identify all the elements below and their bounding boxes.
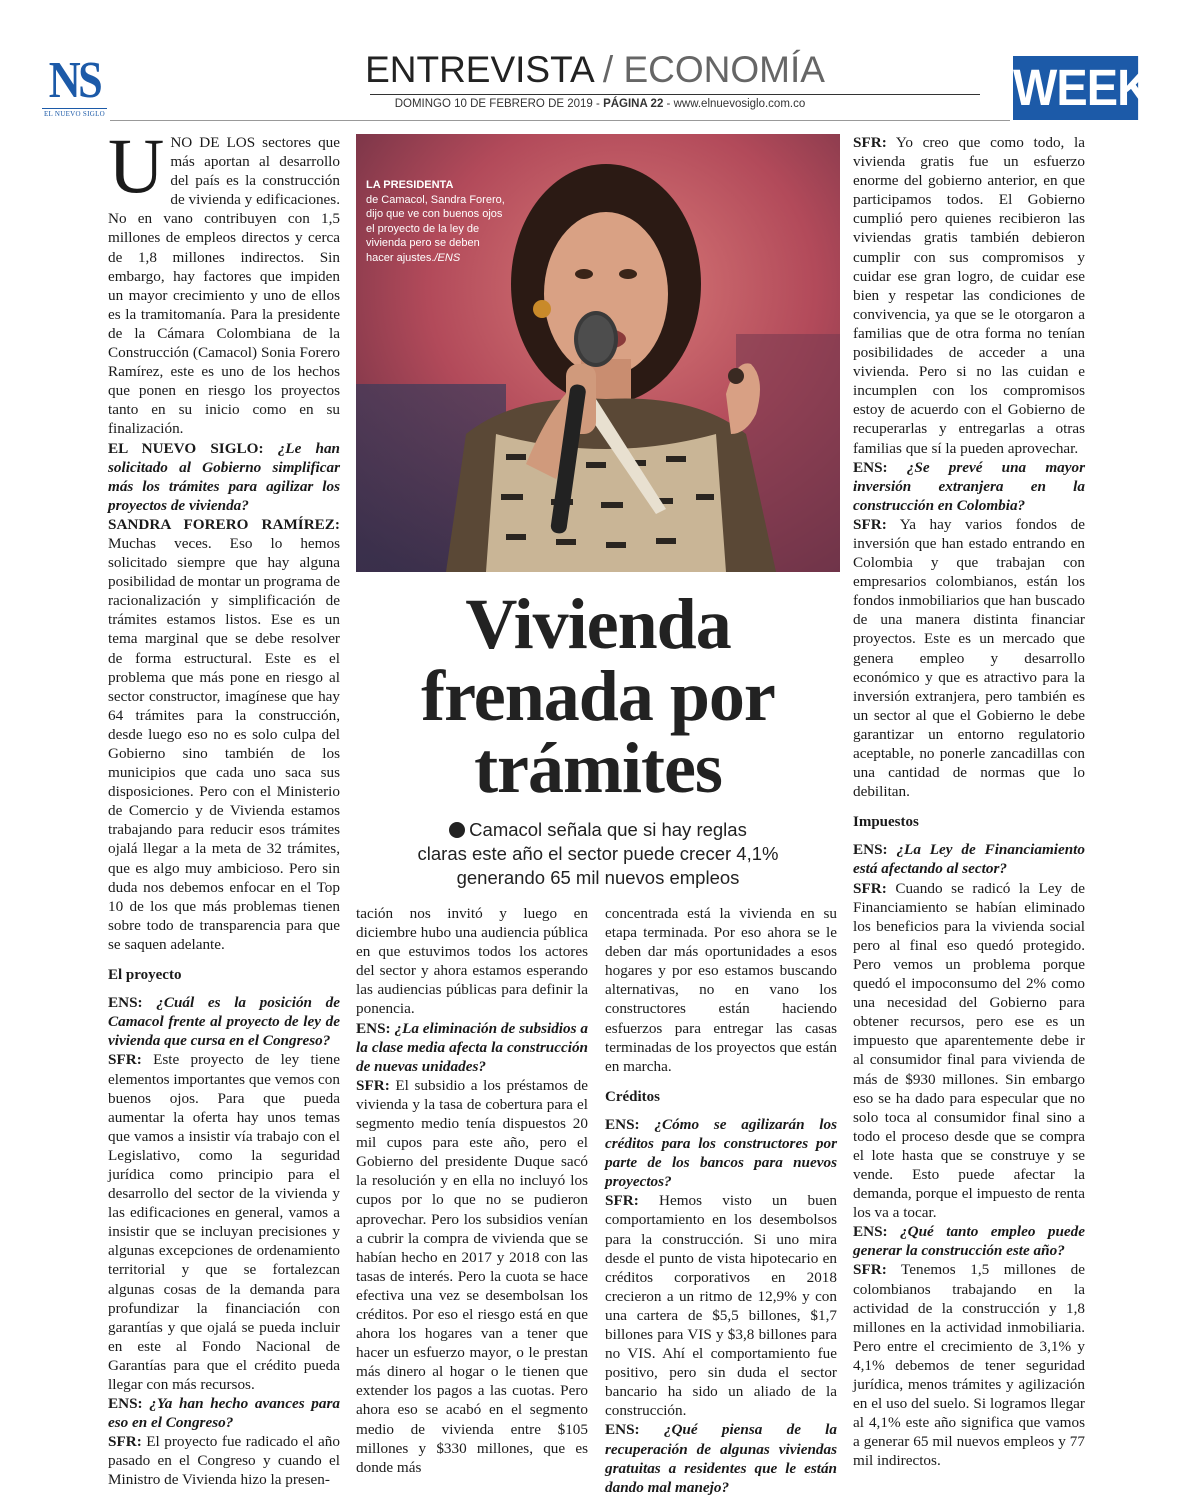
question — [853, 840, 1085, 878]
answer-text: Tenemos 1,5 millones de colombianos trabajando en la actividad de la construcción y 1,8 millones en la actividad inmobiliaria. Pero entre el crecimiento de 3,1% y 4,1% debemos de tener seguridad jurídica, menos trámites y agilización en el uso del suelo. Si logramos llegar al 4,1% este año significa que vamos a generar 65 mil nuevos empleos y 77 mil indirectos. — [853, 1261, 1085, 1470]
answer — [356, 1076, 588, 1477]
answer-text: Ya hay varios fondos de inversión que han estado entrando en Colombia y que trabajan con empresarios colombianos, están los fondos inmobiliarios que han buscado de una manera distinta financiar proyectos. Este es un mercado que genera empleo y desarrollo económico y que es atractivo para la inversión extranjera, pero también es un sector al que el Gobierno le debe garantizar un entorno regulatorio aceptable, no ponerle zancadillas con una cantidad de normas que lo debilitan. — [853, 515, 1085, 801]
logo-subtitle: EL NUEVO SIGLO — [43, 110, 106, 118]
dateline — [370, 96, 830, 112]
paragraph: tación nos invitó y luego en diciembre hubo una audiencia pública en que estuvimos todos los actores del sector y ahora estamos esperando las audiencias públicas para definir la ponencia. — [356, 905, 588, 1018]
column-2 — [356, 904, 588, 1477]
caption-body: de Camacol, Sandra Forero, dijo que ve con buenos ojos el proyecto de la ley de vivienda pero se deben hacer ajustes. — [366, 193, 505, 264]
newspaper-logo[interactable] — [42, 52, 107, 118]
section-name-secondary: ECONOMÍA — [623, 49, 825, 90]
speaker: ENS: — [108, 1395, 143, 1413]
drop-cap: U — [108, 122, 165, 209]
speaker: ENS: — [853, 841, 888, 859]
deck-line: generando 65 mil nuevos empleos — [456, 867, 740, 888]
speaker: ENS: — [853, 458, 888, 476]
section-separator: / — [592, 49, 624, 90]
speaker: SANDRA FORERO RAMÍREZ: — [108, 515, 340, 533]
question-text: ¿Se prevé una mayor inversión extranjera en la construcción en Colombia? — [853, 458, 1085, 514]
answer-text: Cuando se radicó la Ley de Financiamiento se habían eliminado los beneficios para la vivienda social pero al final eso quedó protegido. Pero vemos un problema porque quedó el impoconsumo del 2% como una necesidad del Gobierno para obtener recursos, pero ese es un impuesto que aparentemente debe ir al consumidor final para vivienda de más de $930 millones. Sin embargo eso se ha dado para especular que no solo toca al consumidor final sino a todo el proceso desde que se compra el lote hasta que se construye y se vende. Esto puede afectar la demanda, porque el impuesto de renta los va a tocar. — [853, 879, 1085, 1222]
speaker: ENS: — [605, 1115, 640, 1133]
question — [108, 993, 340, 1050]
week-badge: WEEK — [1013, 56, 1138, 120]
logo-mark: NS — [48, 52, 101, 109]
speaker: SFR: — [356, 1076, 390, 1094]
question — [853, 1222, 1085, 1260]
answer-text: Muchas veces. Eso lo hemos solicitado siempre que hay alguna posibilidad de montar un programa de racionalización y simplificación de trámites estamos listos. Ese es un tema marginal que se debe resolver de forma estructural. Este es el problema que más pone en riesgo al sector constructor, imagínese que hay 64 trámites para la construcción, desde luego eso no es solo culpa del Gobierno sino también de los municipios que cada uno saca sus disposiciones. Pero con el Ministerio de Comercio y de Vivienda estamos trabajando para reducir esos trámites ojalá llegar a la meta de 32 trámites, que es algo muy ambicioso. Pero sin duda nos debemos enfocar en el Top 10 de los que más problemas tienen sobre todo de transparencia para que se saquen adelante. — [108, 534, 340, 953]
question-text: ¿Qué tanto empleo puede generar la construcción este año? — [853, 1223, 1085, 1260]
answer-text: El subsidio a los préstamos de vivienda y la tasa de cobertura para el segmento medio tenía dispuestos 20 mil cupos para este año, pero el Gobierno del presidente Duque sacó la resolución y en ella no incluyó los cupos por lo que no se pudieron aprovechar. Pero los subsidios venían a cubrir la compra de vivienda que se habían hecho en 2017 y 2018 con las tasas de interés. Pero la cuota se hace efectiva una vez se desembolsan los créditos. Por eso el riesgo está en que ahora los hogares van a tener que hacer un esfuerzo mayor, o le prestan más dinero al hogar o le tienen que extender los pagos a las cuotas. Pero ahora eso se acabó en el segmento medio de vivienda entre $105 millones y $330 millones, que es donde más — [356, 1076, 588, 1476]
speaker: SFR: — [853, 515, 887, 533]
question — [108, 1394, 340, 1432]
subheading: Impuestos — [853, 814, 919, 831]
question-text: ¿La Ley de Financiamiento está afectando al sector? — [853, 841, 1085, 878]
answer-text: El proyecto fue radicado el año pasado en el Congreso y cuando el Ministro de Vivienda hizo la presen- — [108, 1433, 340, 1489]
deck-line: claras este año el sector puede crecer 4,1% — [417, 843, 779, 864]
answer — [605, 1191, 837, 1420]
headline — [380, 584, 816, 808]
speaker: SFR: — [853, 879, 887, 897]
headline-line: frenada por — [421, 656, 775, 736]
question-text: ¿Qué piensa de la recuperación de algunas viviendas gratuitas a residentes que le están dando mal manejo? — [605, 1421, 837, 1496]
caption-heading: LA PRESIDENTA — [366, 179, 454, 191]
column-3 — [605, 904, 837, 1497]
column-4 — [853, 133, 1085, 1470]
question-text: ¿Cuál es la posición de Camacol frente al proyecto de ley de vivienda que cursa en el Congreso? — [108, 994, 340, 1050]
column-1 — [108, 122, 340, 1490]
answer — [853, 515, 1085, 801]
answer — [108, 1432, 340, 1489]
answer — [108, 515, 340, 954]
headline-line: Vivienda — [465, 584, 731, 664]
speaker: ENS: — [356, 1019, 391, 1037]
subheading: El proyecto — [108, 967, 182, 984]
speaker: SFR: — [853, 1261, 887, 1279]
answer — [853, 1260, 1085, 1470]
page-number: PÁGINA 22 — [603, 98, 664, 110]
section-title — [330, 48, 860, 92]
speaker: ENS: — [605, 1421, 640, 1439]
header-rule — [370, 94, 980, 95]
question-text: ¿Ya han hecho avances para eso en el Congreso? — [108, 1395, 340, 1432]
speaker: SFR: — [108, 1433, 142, 1451]
photo-caption — [366, 178, 506, 265]
question-text: ¿Le han solicitado al Gobierno simplificar más los trámites para agilizar los proyectos de vivienda? — [108, 439, 340, 514]
site-url[interactable]: - www.elnuevosiglo.com.co — [663, 98, 806, 110]
caption-credit: /ENS — [434, 251, 461, 264]
subheading: Créditos — [605, 1088, 660, 1105]
speaker: SFR: — [108, 1051, 142, 1069]
bullet-icon — [449, 822, 465, 838]
speaker: EL NUEVO SIGLO: — [108, 439, 264, 457]
speaker: SFR: — [605, 1192, 639, 1210]
answer — [108, 1050, 340, 1394]
question — [356, 1019, 588, 1076]
question — [605, 1420, 837, 1496]
speaker: ENS: — [853, 1223, 888, 1241]
question — [108, 439, 340, 515]
lead-text: sectores que más aportan al desarrollo del país es la construcción de vivienda y edificaciones. No en vano contribuyen con 1,5 millones de empleos directos y cerca de 1,8 millones indirectos. Sin embargo, hay factores que impiden un mayor crecimiento y uno de ellos es la tramitomanía. Para la presidente de la Cámara Colombiana de la Construcción (Camacol) Sonia Forero Ramírez, este es uno de los hechos que ponen en riesgo los proyectos tanto en su inicio como en su finalización. — [108, 134, 340, 438]
section-name: ENTREVISTA — [365, 49, 593, 90]
lead-paragraph — [108, 122, 340, 439]
date-text: DOMINGO 10 DE FEBRERO DE 2019 - — [394, 98, 604, 110]
answer-text: Este proyecto de ley tiene elementos importantes que vemos con buenos ojos. Para que pueda aumentar la oferta hay unos temas que vamos a insistir vía trabajo con el Legislativo, como la seguridad jurídica como principio para el desarrollo del sector de la vivienda y las edificaciones en general, vamos a insistir que se incluyan precisiones y algunas excepciones de ordenamiento territorial y que se fortalezcan algunas cosas de la demanda para profundizar la financiación con garantías y que ojalá se pueda incluir en este al Fondo Nacional de Garantías para que el crédito pueda llegar con más recursos. — [108, 1051, 340, 1393]
answer-text: Hemos visto un buen comportamiento en los desembolsos para la construcción. Si uno mira desde el punto de vista hipotecario en créditos corporativos en 2018 crecieron a un ritmo de 12,9% y con una cartera de $5,5 billones, $1,7 billones para VIS y $3,8 billones para no VIS. Ahí el comportamiento fue positivo, pero sin duda el sector bancario ha sido un aliado de la construcción. — [605, 1192, 837, 1420]
speaker: SFR: — [853, 134, 887, 151]
headline-line: trámites — [474, 728, 722, 808]
speaker: ENS: — [108, 994, 143, 1012]
deck — [378, 818, 818, 890]
answer — [853, 879, 1085, 1223]
question-text: ¿La eliminación de subsidios a la clase media afecta la construcción de nuevas unidades? — [356, 1019, 588, 1075]
lead-caps: NO DE LOS — [170, 134, 256, 151]
question — [605, 1115, 837, 1191]
question — [853, 458, 1085, 515]
top-rule — [110, 120, 1010, 121]
answer — [853, 133, 1085, 458]
deck-line: Camacol señala que si hay reglas — [469, 819, 747, 840]
question-text: ¿Cómo se agilizarán los créditos para los constructores por parte de los bancos para nuevos proyectos? — [605, 1115, 837, 1191]
answer-text: Yo creo que como todo, la vivienda gratis fue un esfuerzo enorme del gobierno anterior, en que participamos todos. El Gobierno cumplió pero quienes recibieron las viviendas gratis también debieron cumplir con sus compromisos y cuidar ese gran logro, de cuidar ese bien y respetar las condiciones de convivencia, ya que se le otorgaron a familias que de otra forma no tenían posibilidades de acceder a una vivienda. Pero si no las cuidan e incumplen con los compromisos estoy de acuerdo con el Gobierno de recuperarlas y entregarlas a otras familias que sí la pueden aprovechar. — [853, 134, 1085, 457]
paragraph: concentrada está la vivienda en su etapa terminada. Por eso ahora se le deben dar más oportunidades a esos hogares y por eso estamos buscando alternativas, no en vano los constructores están haciendo esfuerzos para entregar las casas terminadas de los proyectos que están en marcha. — [605, 905, 837, 1075]
